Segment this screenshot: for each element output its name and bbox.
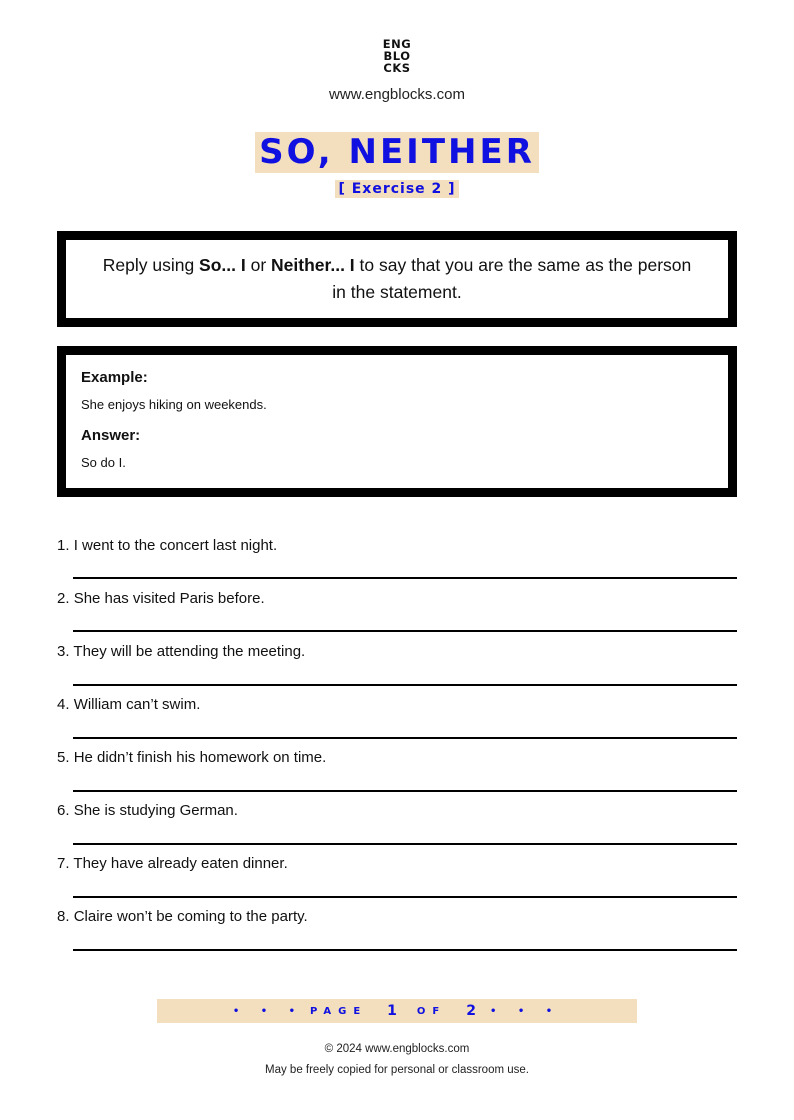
question-item: 6. She is studying German. [57,802,238,819]
instruction-box [57,231,737,327]
question-item: 3. They will be attending the meeting. [57,643,306,660]
question-item: 4. William can’t swim. [57,696,201,713]
instruction-text: Reply using So... I or Neither... I to say that you are the same as the person in the statement. [102,255,692,302]
question-item: 1. I went to the concert last night. [57,537,278,554]
website-url[interactable]: www.engblocks.com [329,86,465,103]
answer-line[interactable] [73,896,737,898]
footer-license: May be freely copied for personal or classroom use. [265,1064,529,1076]
logo-line: BLO [383,49,411,63]
example-label: Example: [81,369,148,386]
footer-copyright: © 2024 www.engblocks.com [324,1043,470,1055]
option-so: So... I [199,255,246,275]
answer-line[interactable] [73,577,737,579]
option-neither: Neither... I [271,255,355,275]
answer-line[interactable] [73,843,737,845]
answer-line[interactable] [73,737,737,739]
answer-line[interactable] [73,949,737,951]
answer-line[interactable] [73,630,737,632]
question-item: 5. He didn’t finish his homework on time. [57,749,327,766]
example-box [57,346,737,497]
pager-current: 1 [387,1003,397,1019]
exercise-label: [ Exercise 2 ] [335,180,458,198]
pager-page-word: PAGE [309,1005,368,1017]
answer-text: So do I. [81,455,126,470]
question-item: 2. She has visited Paris before. [57,590,265,607]
page-indicator [157,999,637,1023]
answer-line[interactable] [73,790,737,792]
worksheet-title: SO, NEITHER [255,132,539,173]
answer-label: Answer: [81,427,141,444]
logo-line: CKS [383,61,411,75]
question-item: 8. Claire won’t be coming to the party. [57,908,308,925]
pager-dots-right: • • • [490,1005,562,1017]
question-item: 7. They have already eaten dinner. [57,855,288,872]
logo-line: ENG [382,37,412,51]
example-text: She enjoys hiking on weekends. [81,397,267,412]
pager-of-word: OF [416,1005,447,1017]
pager-dots-left: • • • [232,1005,304,1017]
pager-total: 2 [466,1003,477,1019]
answer-line[interactable] [73,684,737,686]
engblocks-logo [0,38,794,74]
